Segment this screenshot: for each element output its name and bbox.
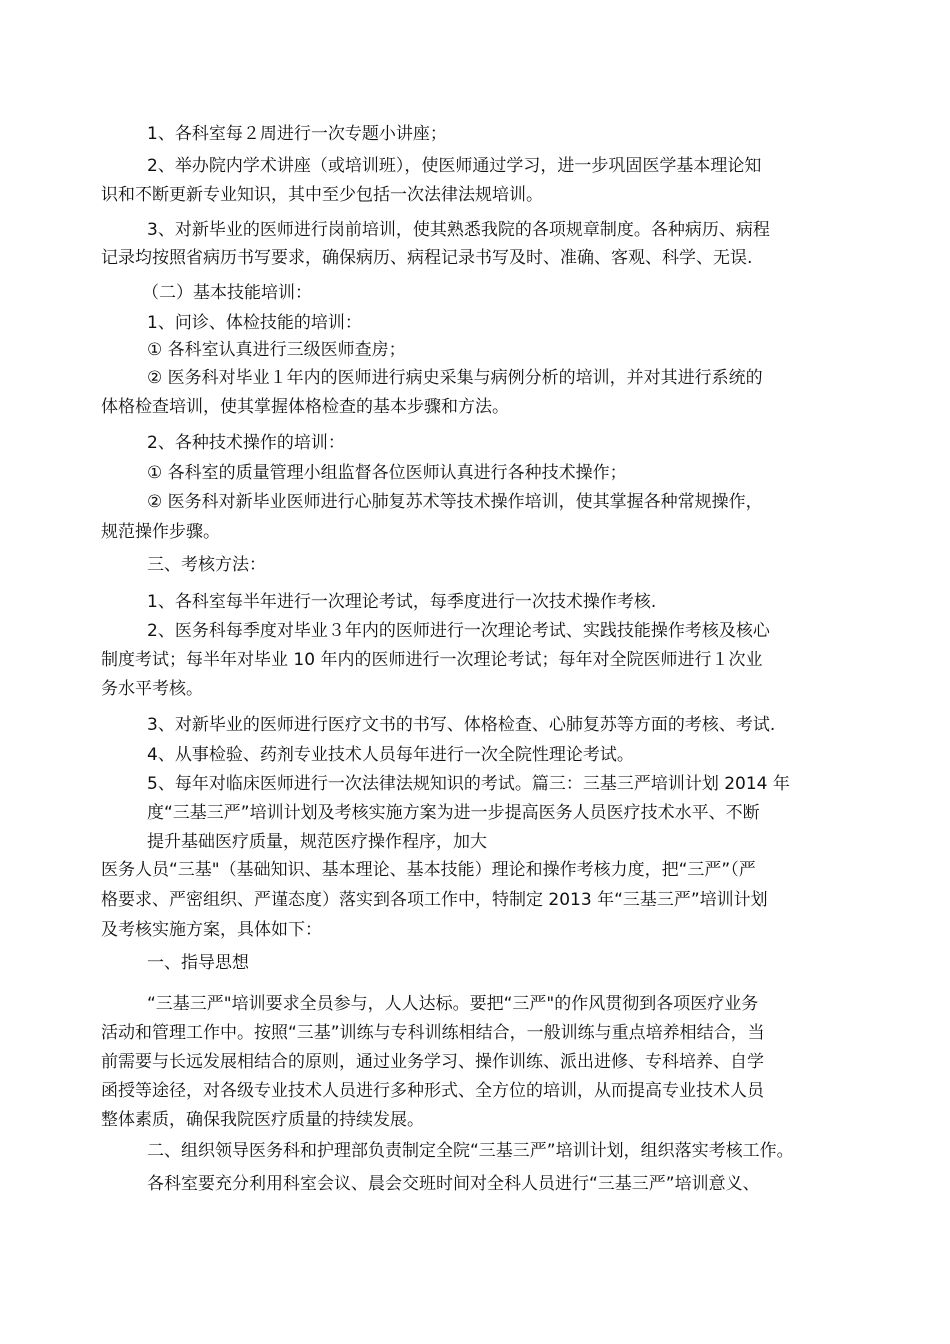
text-line: 1、各科室每半年进行一次理论考试，每季度进行一次技术操作考核.	[147, 592, 657, 612]
text-line: 制度考试；每半年对毕业 10 年内的医师进行一次理论考试；每年对全院医师进行１次业	[101, 650, 763, 670]
text-line: 前需要与长远发展相结合的原则，通过业务学习、操作训练、派出进修、专科培养、自学	[101, 1052, 764, 1072]
text-line: 识和不断更新专业知识，其中至少包括一次法律法规培训。	[101, 185, 543, 205]
text-line: ① 各科室的质量管理小组监督各位医师认真进行各种技术操作；	[147, 463, 627, 483]
text-line: 函授等途径，对各级专业技术人员进行多种形式、全方位的培训，从而提高专业技术人员	[101, 1081, 764, 1101]
text-line: 及考核实施方案，具体如下：	[101, 920, 322, 940]
text-line: 1、问诊、体检技能的培训：	[147, 313, 362, 333]
text-line: 务水平考核。	[101, 679, 203, 699]
section-heading: 一、指导思想	[147, 953, 249, 973]
text-line: 2、医务科每季度对毕业３年内的医师进行一次理论考试、实践技能操作考核及核心	[147, 621, 770, 641]
text-line: 度“三基三严”培训计划及考核实施方案为进一步提高医务人员医疗技术水平、不断	[147, 803, 760, 823]
text-line: 活动和管理工作中。按照“三基”训练与专科训练相结合，一般训练与重点培养相结合，当	[101, 1023, 765, 1043]
text-line: 整体素质，确保我院医疗质量的持续发展。	[101, 1110, 424, 1130]
text-line: 2、各种技术操作的培训：	[147, 433, 345, 453]
text-line: ② 医务科对毕业１年内的医师进行病史采集与病例分析的培训，并对其进行系统的	[147, 368, 763, 388]
text-line: ① 各科室认真进行三级医师查房；	[147, 340, 406, 360]
text-line: 2、举办院内学术讲座（或培训班），使医师通过学习，进一步巩固医学基本理论知	[147, 156, 762, 176]
text-line: 各科室要充分利用科室会议、晨会交班时间对全科人员进行“三基三严”培训意义、	[147, 1174, 760, 1194]
text-line: 提升基础医疗质量，规范医疗操作程序，加大	[147, 832, 487, 852]
section-heading: （二）基本技能培训：	[142, 283, 312, 303]
text-line: 格要求、严密组织、严谨态度）落实到各项工作中，特制定 2013 年“三基三严”培训计划	[101, 890, 768, 910]
text-line: 记录均按照省病历书写要求，确保病历、病程记录书写及时、准确、客观、科学、无误.	[101, 248, 753, 268]
text-line: 二、组织领导医务科和护理部负责制定全院“三基三严”培训计划，组织落实考核工作。	[147, 1141, 794, 1161]
text-line: 规范操作步骤。	[101, 522, 220, 542]
text-line: 医务人员“三基"（基础知识、基本理论、基本技能）理论和操作考核力度，把“三严”（严	[101, 860, 756, 880]
text-line: 1、各科室每２周进行一次专题小讲座；	[147, 124, 447, 144]
text-line: 4、从事检验、药剂专业技术人员每年进行一次全院性理论考试。	[147, 745, 634, 765]
section-heading: 三、考核方法：	[147, 555, 266, 575]
text-line: 3、对新毕业的医师进行岗前培训，使其熟悉我院的各项规章制度。各种病历、病程	[147, 220, 770, 240]
text-line: ② 医务科对新毕业医师进行心肺复苏术等技术操作培训，使其掌握各种常规操作，	[147, 492, 763, 512]
text-line: 3、对新毕业的医师进行医疗文书的书写、体格检查、心肺复苏等方面的考核、考试.	[147, 715, 776, 735]
text-line: 5、每年对临床医师进行一次法律法规知识的考试。篇三：三基三严培训计划 2014 年	[147, 774, 790, 794]
text-line: 体格检查培训，使其掌握体格检查的基本步骤和方法。	[101, 397, 509, 417]
text-line: “三基三严"培训要求全员参与，人人达标。要把“三严"的作风贯彻到各项医疗业务	[147, 994, 759, 1014]
